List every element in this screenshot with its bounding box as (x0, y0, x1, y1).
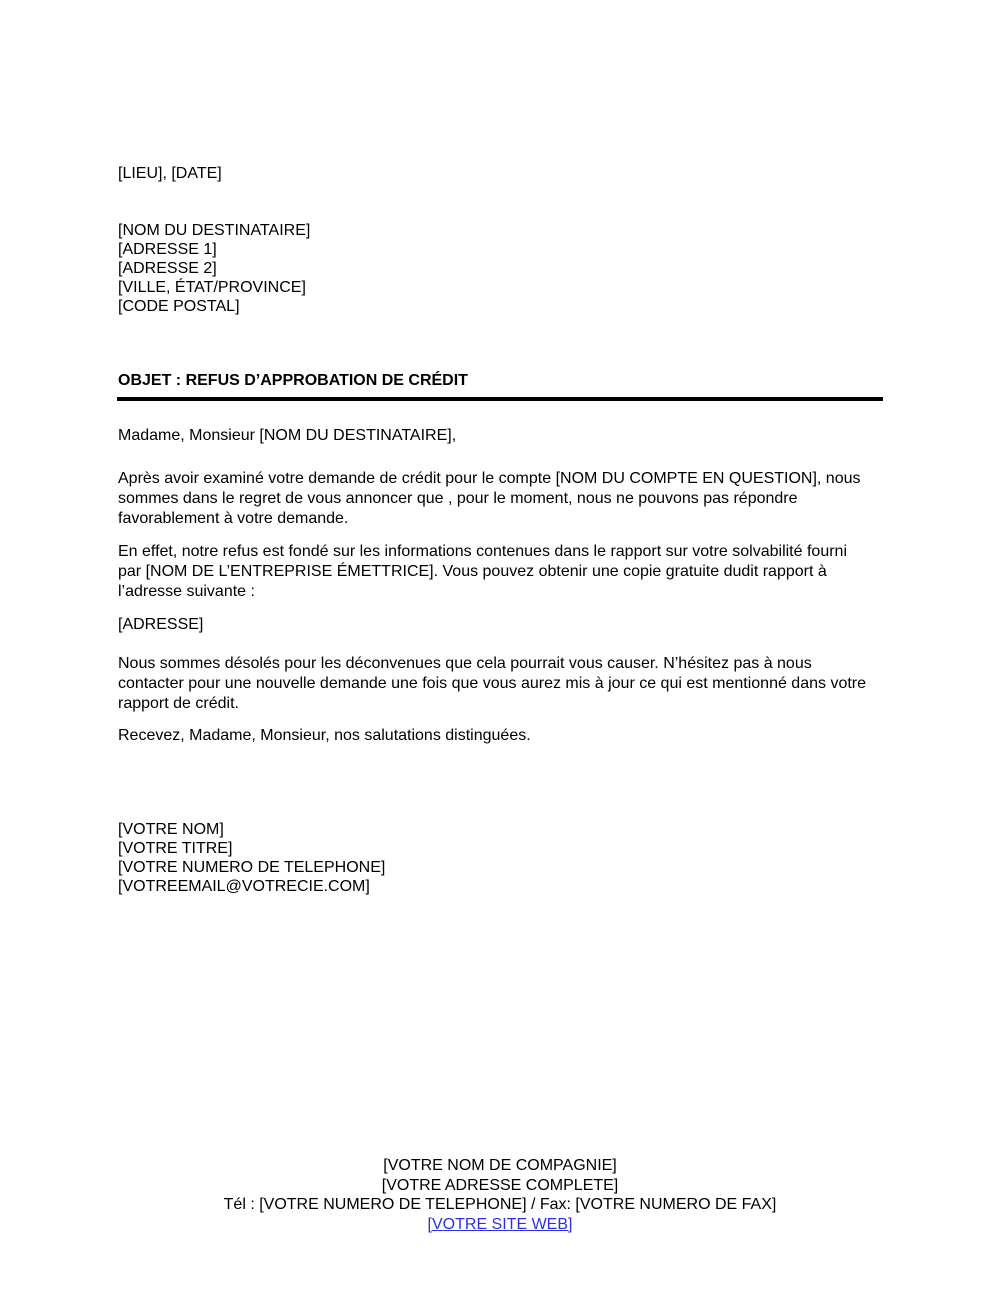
dateline: [LIEU], [DATE] (118, 165, 222, 182)
body-paragraph-2 (118, 542, 847, 602)
footer-company-address: [VOTRE ADRESSE COMPLETE] (381, 1176, 619, 1194)
paragraph-line: Après avoir examiné votre demande de crédit pour le compte [NOM DU COMPTE EN QUESTION], nous (118, 470, 861, 487)
recipient-postal-code: [CODE POSTAL] (118, 298, 240, 315)
company-footer (0, 1156, 1000, 1234)
closing-salutation: Recevez, Madame, Monsieur, nos salutations distinguées. (118, 727, 531, 744)
subject-rule-divider (117, 397, 883, 401)
paragraph-line: rapport de crédit. (118, 695, 239, 712)
body-paragraph-1 (118, 469, 861, 529)
paragraph-line: Nous sommes désolés pour les déconvenues que cela pourrait vous causer. N’hésitez pas à nous (118, 655, 812, 672)
paragraph-line: l’adresse suivante : (118, 583, 255, 600)
recipient-name: [NOM DU DESTINATAIRE] (118, 222, 311, 239)
sender-title: [VOTRE TITRE] (118, 840, 233, 857)
sender-phone: [VOTRE NUMERO DE TELEPHONE] (118, 859, 386, 876)
subject-line: OBJET : REFUS D’APPROBATION DE CRÉDIT (118, 372, 468, 389)
footer-tel-fax: Tél : [VOTRE NUMERO DE TELEPHONE] / Fax: [VOTRE NUMERO DE FAX] (223, 1196, 777, 1213)
footer-website-link[interactable]: [VOTRE SITE WEB] (427, 1215, 573, 1233)
recipient-address-1: [ADRESSE 1] (118, 241, 217, 258)
salutation: Madame, Monsieur [NOM DU DESTINATAIRE], (118, 427, 457, 444)
footer-company-name: [VOTRE NOM DE COMPAGNIE] (383, 1157, 617, 1174)
paragraph-line: contacter pour une nouvelle demande une fois que vous aurez mis à jour ce qui est mentionné dans votre (118, 675, 867, 692)
signature-block (118, 820, 385, 896)
paragraph-line: par [NOM DE L’ENTREPRISE ÉMETTRICE]. Vous pouvez obtenir une copie gratuite dudit rapport à (118, 563, 827, 580)
recipient-city-state: [VILLE, ÉTAT/PROVINCE] (118, 279, 306, 296)
body-paragraph-3 (118, 654, 866, 714)
sender-email: [VOTREEMAIL@VOTRECIE.COM] (118, 878, 370, 895)
paragraph-line: En effet, notre refus est fondé sur les informations contenues dans le rapport sur votre solvabilité fourni (118, 543, 847, 560)
address-placeholder: [ADRESSE] (118, 616, 204, 633)
recipient-block (118, 221, 310, 316)
paragraph-line: favorablement à votre demande. (118, 510, 349, 527)
paragraph-line: sommes dans le regret de vous annoncer que , pour le moment, nous ne pouvons pas répondre (118, 490, 798, 507)
recipient-address-2: [ADRESSE 2] (118, 260, 217, 277)
sender-name: [VOTRE NOM] (118, 821, 224, 838)
